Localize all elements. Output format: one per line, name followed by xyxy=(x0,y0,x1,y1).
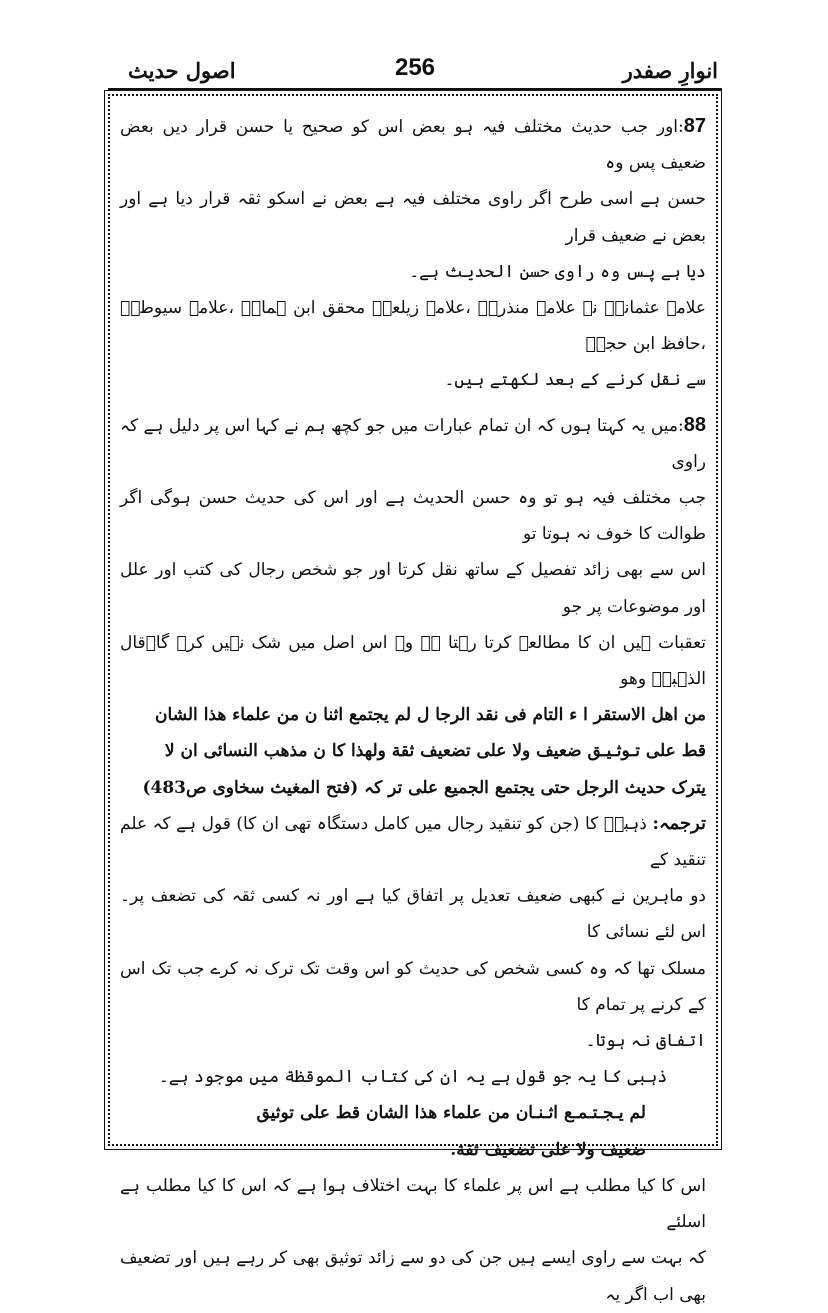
page-border-frame xyxy=(108,94,718,1305)
book-title: انوارِ صفدر xyxy=(622,58,718,83)
para-number: 87 xyxy=(683,115,706,137)
para-87-line-3: دیا ہے پس وہ راوی حسن الحدیث ہے۔ xyxy=(409,261,706,282)
text-line: :اور جب حدیث مختلف فیہ ہو بعض اس کو صحیح یا حسن قرار دیں بعض ضعیف پس وہ xyxy=(120,117,706,174)
text-line: :میں یہ کہتا ہوں کہ ان تمام عبارات میں جو کچھ ہم نے کہا اس پر دلیل ہے کہ راوی xyxy=(120,415,706,472)
quote-intro-line-2: سے نقل کرنے کے بعد لکھتے ہیں۔ xyxy=(444,370,706,391)
translation-line-2: دو ماہرین نے کبھی ضعیف تعدیل پر اتفاق کیا ہے اور نہ کسی ثقہ کی تضعف پر۔اس لئے نسائی کا xyxy=(120,886,706,943)
quote-intro-line-1: علامہ عثمانیؒ نے علامہ منذریؒ ،علامہ زیلعیؒ محقق ابن ہمامؒ ،علامہ سیوطیؒ ،حافظ ابن حجرؒ xyxy=(120,298,706,355)
text-line: ذہبیؒ کا (جن کو تنقید رجال میں کامل دستگاہ تھی ان کا) قول ہے کہ علم تنقید کے xyxy=(120,813,706,871)
arabic-quote-line-1: من اھل الاستقر ا ء التام فی نقد الرجا ل لم یجتمع اثنا ن من علماء ھذا الشان xyxy=(155,705,706,726)
para-88-line-4: تعقبات ہیں ان کا مطالعہ کرتا رہتا ہے وہ اس اصل میں شک نہیں کرے گا۔قال الذہبیؒ وھو xyxy=(120,632,706,690)
section-title: اصول حدیث xyxy=(128,58,236,83)
para-87-line-2: حسن ہے اسی طرح اگر راوی مختلف فیہ ہے بعض نے اسکو ثقہ قرار دیا ہے اور بعض نے ضعیف قرار xyxy=(120,189,706,246)
para-number: 88 xyxy=(683,413,706,436)
translation-line-1 xyxy=(120,806,706,878)
page-body xyxy=(120,108,706,1305)
page-header xyxy=(108,52,722,92)
arabic-quote-line-3: یترک حدیث الرجل حتی یجتمع الجمیع علی تر کہ (فتح المغیث سخاوی ص483) xyxy=(142,777,706,798)
translation-label: ترجمہ: xyxy=(652,812,706,834)
arabic-quote-2-line-1: لم یـجـتـمـع اثـنـان من علماء ھذا الشان قط علی توثیق xyxy=(256,1103,646,1124)
closing-line-2: کہ بہت سے راوی ایسے ہیں جن کی دو سے زائد توثیق بھی کر رہے ہیں اور تضعیف بھی اب اگر یہ xyxy=(120,1248,706,1305)
para-87-line-1 xyxy=(120,108,706,181)
para-88-line-2: جب مختلف فیہ ہو تو وہ حسن الحدیث ہے اور اس کی حدیث حسن ہوگی اگر طوالت کا خوف نہ ہوتا تو xyxy=(120,488,706,545)
translation-line-4: اتفاق نہ ہوتا۔ xyxy=(585,1031,706,1052)
arabic-quote-2-line-2: ضعیف ولا علی تضعیف ثقة. xyxy=(450,1139,646,1160)
para-88-line-3: اس سے بھی زائد تفصیل کے ساتھ نقل کرتا اور جو شخص رجال کی کتب اور علل اور موضوعات پر جو xyxy=(120,560,706,617)
header-rule xyxy=(108,88,722,90)
arabic-quote-line-2: قط علی تـوثـیـق ضعیف ولا علی تضعیف ثقة ولھذا کا ن مذھب النسائی ان لا xyxy=(164,741,706,762)
closing-line-1: اس کا کیا مطلب ہے اس پر علماء کا بہت اختلاف ہوا ہے کہ اس کا کیا مطلب ہے اسلئے xyxy=(120,1175,706,1233)
page-number: 256 xyxy=(394,54,436,81)
dhahabi-note: ذہبی کا یہ جو قول ہے یہ ان کی کتاب الموقظة میں موجود ہے۔ xyxy=(158,1067,668,1088)
para-88-line-1 xyxy=(120,407,706,480)
translation-line-3: مسلک تھا کہ وہ کسی شخص کی حدیث کو اس وقت تک ترک نہ کرے جب تک اس کے کرنے پر تمام کا xyxy=(120,958,706,1015)
